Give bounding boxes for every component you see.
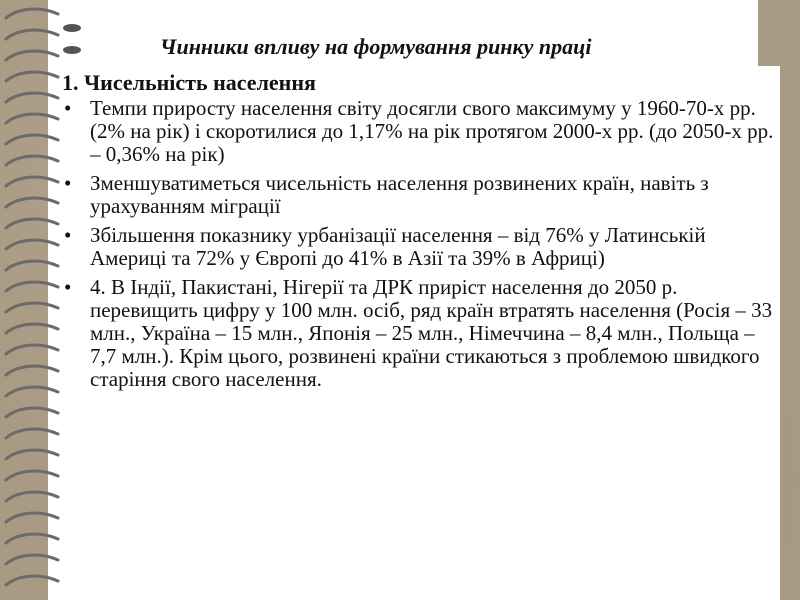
- spiral-ring: [6, 30, 58, 39]
- bullet-item: [60, 172, 775, 218]
- bullet-text: 4. В Індії, Пакистані, Нігерії та ДРК приріст населення до 2050 р. перевищить цифру у 100 млн. осіб, ряд країн втратять населення (Росія – 33 млн., Україна – 15 млн., Японія – 25 млн., Німеччина – 8,4 млн., Польща – 7,7 млн.). Крім цього, розвинені країни стикаються з проблемою швидкого старіння свого населення.: [90, 275, 773, 391]
- spiral-ring: [6, 51, 58, 60]
- spiral-ring: [6, 492, 58, 501]
- spiral-ring: [6, 135, 58, 144]
- spiral-ring: [6, 345, 58, 354]
- bullet-dot-icon: •: [64, 171, 72, 195]
- bullet-item: [60, 276, 775, 391]
- spiral-ring: [6, 324, 58, 333]
- spiral-ring: [6, 576, 58, 585]
- spiral-ring: [6, 72, 58, 81]
- spiral-ring: [6, 240, 58, 249]
- spiral-ring: [6, 9, 58, 18]
- bullet-item: [60, 97, 775, 166]
- spiral-ring: [6, 471, 58, 480]
- bullet-dot-icon: •: [64, 275, 72, 299]
- spiral-ring: [6, 177, 58, 186]
- spiral-ring: [6, 303, 58, 312]
- spiral-ring: [6, 513, 58, 522]
- spiral-ring: [6, 198, 58, 207]
- bullet-text: Темпи приросту населення світу досягли свого максимуму у 1960-70-х рр. (2% на рік) і скоротилися до 1,17% на рік протягом 2000-х рр. (до 2050-х рр. – 0,36% на рік): [90, 96, 774, 166]
- paper-notch: [758, 0, 780, 66]
- spiral-ring: [6, 387, 58, 396]
- binding-hole: [63, 46, 81, 54]
- spiral-ring: [6, 408, 58, 417]
- bullet-dot-icon: •: [64, 223, 72, 247]
- bullet-text: Зменшуватиметься чисельність населення розвинених країн, навіть з урахуванням міграції: [90, 171, 709, 218]
- spiral-ring: [6, 219, 58, 228]
- section-heading: 1. Чисельність населення: [62, 70, 316, 95]
- bullet-dot-icon: •: [64, 96, 72, 120]
- bullet-list: [60, 97, 775, 397]
- slide-title: Чинники впливу на формування ринку праці: [160, 34, 592, 59]
- spiral-ring: [6, 429, 58, 438]
- bullet-text: Збільшення показнику урбанізації населення – від 76% у Латинській Америці та 72% у Європі до 41% в Азії та 39% в Африці): [90, 223, 706, 270]
- spiral-ring: [6, 534, 58, 543]
- spiral-ring: [6, 261, 58, 270]
- spiral-ring: [6, 366, 58, 375]
- spiral-ring: [6, 156, 58, 165]
- bullet-item: [60, 224, 775, 270]
- binding-hole: [63, 24, 81, 32]
- spiral-ring: [6, 93, 58, 102]
- spiral-ring: [6, 555, 58, 564]
- spiral-ring: [6, 114, 58, 123]
- spiral-ring: [6, 282, 58, 291]
- spiral-ring: [6, 450, 58, 459]
